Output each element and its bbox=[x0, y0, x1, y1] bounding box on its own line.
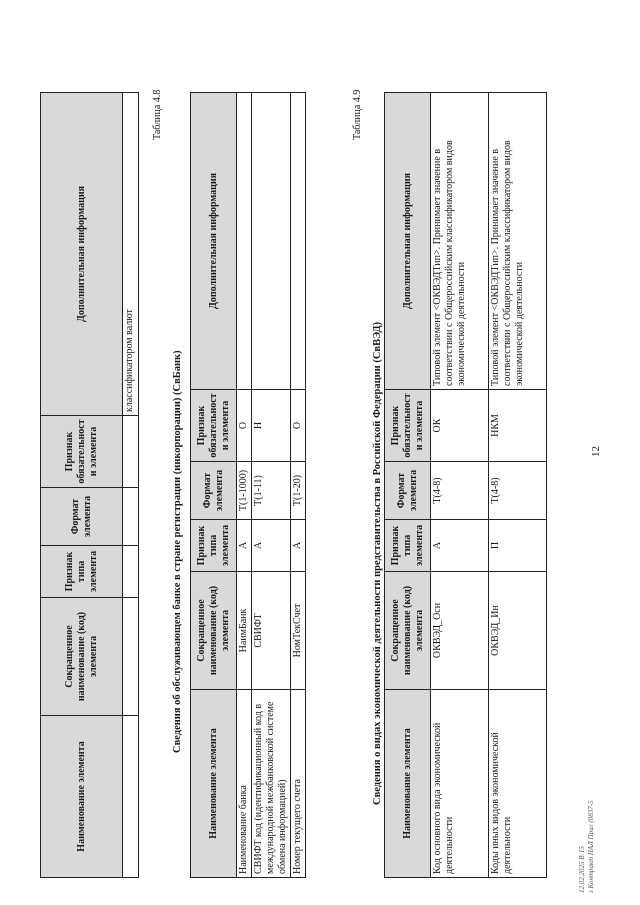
table-cell: Типовой элемент <ОКВЭДТип>. Принимает значение в соответствии с Общероссийским классификатором видов экономической деятельности bbox=[489, 93, 547, 390]
table-cell: О bbox=[291, 390, 306, 462]
table-cell: НКМ bbox=[489, 390, 547, 462]
table-cell: СВИФТ bbox=[252, 572, 291, 690]
header-cell: Дополнительная информация bbox=[191, 93, 237, 390]
section-title: Сведения об обслуживающем банке в стране регистрации (инкорпорации) (СвБанк) bbox=[172, 350, 183, 753]
table-row bbox=[252, 93, 291, 878]
header-cell: Формат элемента bbox=[41, 488, 123, 546]
stamp-line: 12.02.2025 В:15 bbox=[578, 846, 586, 893]
table-cell: T(4-8) bbox=[431, 462, 489, 520]
table-cell bbox=[237, 93, 252, 390]
table-row bbox=[123, 93, 139, 878]
header-cell: Формат элемента bbox=[385, 462, 431, 520]
table-cell: Типовой элемент <ОКВЭДТип>. Принимает значение в соответствии с Общероссийским классификатором видов экономической деятельности bbox=[431, 93, 489, 390]
table-cell: О bbox=[237, 390, 252, 462]
table-cell bbox=[252, 93, 291, 390]
table-cell: классификатором валют bbox=[123, 93, 139, 416]
header-cell: Признак типа элемента bbox=[41, 546, 123, 598]
table-cell: T(1-11) bbox=[252, 462, 291, 520]
header-cell: Наименование элемента bbox=[385, 690, 431, 878]
table-header-row bbox=[41, 93, 123, 878]
header-cell: Дополнительная информация bbox=[41, 93, 123, 416]
table-cell: Коды иных видов экономической деятельности bbox=[489, 690, 547, 878]
table-cell: Номер текущего счета bbox=[291, 690, 306, 878]
table-cell bbox=[123, 488, 139, 546]
table-cell bbox=[123, 546, 139, 598]
top-table bbox=[40, 92, 139, 878]
table-cell: А bbox=[291, 520, 306, 572]
table-cell: Код основного вида экономической деятельности bbox=[431, 690, 489, 878]
header-cell: Признак типа элемента bbox=[385, 520, 431, 572]
header-cell: Сокращенное наименование (код) элемента bbox=[41, 598, 123, 716]
header-cell: Признак обязательности элемента bbox=[191, 390, 237, 462]
table-cell: Н bbox=[252, 390, 291, 462]
table-cell: А bbox=[431, 520, 489, 572]
table-row bbox=[489, 93, 547, 878]
section-title: Сведения о видах экономической деятельности представительства в Российской Федерации (СвВЭД) bbox=[372, 321, 383, 805]
table-cell: T(1-20) bbox=[291, 462, 306, 520]
page-number: 12 bbox=[590, 446, 602, 457]
header-cell: Формат элемента bbox=[191, 462, 237, 520]
table-row bbox=[291, 93, 306, 878]
table-cell: А bbox=[252, 520, 291, 572]
table-cell: НаимБанк bbox=[237, 572, 252, 690]
table-cell: ОКВЭД_Осн bbox=[431, 572, 489, 690]
table-row bbox=[431, 93, 489, 878]
table-cell bbox=[123, 598, 139, 716]
header-cell: Признак обязательности элемента bbox=[41, 416, 123, 488]
table-label: Таблица 4.9 bbox=[352, 89, 363, 140]
table-cell: T(4-8) bbox=[489, 462, 547, 520]
table-cell: СВИФТ код (идентификационный код в международной межбанковской системе обмена информацией) bbox=[252, 690, 291, 878]
header-cell: Наименование элемента bbox=[41, 716, 123, 878]
table-cell: T(1-1000) bbox=[237, 462, 252, 520]
table-cell: ОКВЭД_Ин bbox=[489, 572, 547, 690]
header-cell: Наименование элемента bbox=[191, 690, 237, 878]
table-label: Таблица 4.8 bbox=[152, 89, 163, 140]
header-cell: Дополнительная информация bbox=[385, 93, 431, 390]
stamp-line: з Контракт НАЛ Прил (0837-5 bbox=[587, 800, 595, 893]
header-cell: Признак типа элемента bbox=[191, 520, 237, 572]
table-row bbox=[237, 93, 252, 878]
table-cell bbox=[291, 93, 306, 390]
table-header-row bbox=[191, 93, 237, 878]
bank-info-table bbox=[190, 92, 306, 878]
header-cell: Сокращенное наименование (код) элемента bbox=[191, 572, 237, 690]
table-cell: Наименование банка bbox=[237, 690, 252, 878]
header-cell: Признак обязательности элемента bbox=[385, 390, 431, 462]
table-cell bbox=[123, 416, 139, 488]
scan-stamp bbox=[578, 800, 596, 893]
table-cell: П bbox=[489, 520, 547, 572]
table-cell: А bbox=[237, 520, 252, 572]
header-cell: Сокращенное наименование (код) элемента bbox=[385, 572, 431, 690]
table-header-row bbox=[385, 93, 431, 878]
table-cell: ОК bbox=[431, 390, 489, 462]
economic-activity-table bbox=[384, 92, 547, 878]
table-cell bbox=[123, 716, 139, 878]
table-cell: НомТекСчет bbox=[291, 572, 306, 690]
